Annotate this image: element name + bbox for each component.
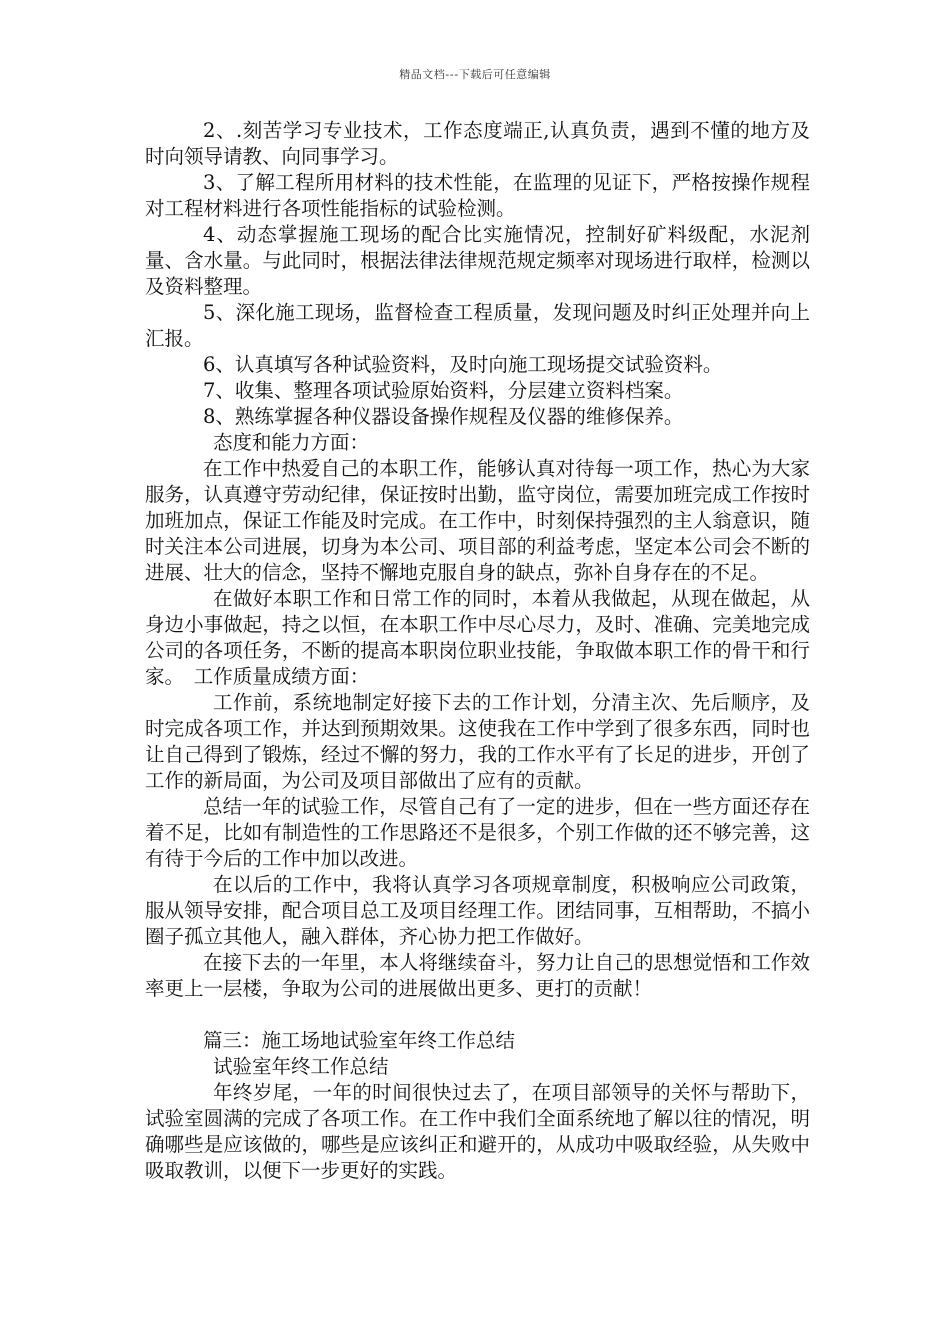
chapter-title: 篇三：施工场地试验室年终工作总结	[203, 1029, 516, 1052]
paragraph-daily-work: 在做好本职工作和日常工作的同时，本着从我做起，从现在做起，从身边小事做起，持之以恒，在本职工作中尽心尽力，及时、准确、完美地完成公司的各项任务，不断的提高本职岗位职业技能，争取做本职工作的骨干和行家。 工作质量成绩方面：	[145, 587, 810, 688]
paragraph-item-4: 4、动态掌握施工现场的配合比实施情况，控制好矿料级配，水泥剂量、含水量。与此同时，根据法律法律规范规定频率对现场进行取样，检测以及资料整理。	[145, 223, 810, 298]
section-heading-attitude: 态度和能力方面：	[213, 431, 370, 454]
paragraph-item-5: 5、深化施工现场，监督检查工程质量，发现问题及时纠正处理并向上汇报。	[145, 301, 810, 350]
paragraph-next-year: 在接下去的一年里，本人将继续奋斗，努力让自己的思想觉悟和工作效率更上一层楼，争取为公司的进展做出更多、更打的贡献！	[145, 951, 810, 1000]
paragraph-item-7: 7、收集、整理各项试验原始资料，分层建立资料档案。	[203, 379, 684, 402]
paragraph-item-6: 6、认真填写各种试验资料，及时向施工现场提交试验资料。	[203, 353, 723, 376]
paragraph-item-8: 8、熟练掌握各种仪器设备操作规程及仪器的维修保养。	[203, 405, 684, 428]
page-header: 精品文档---下载后可任意编辑	[399, 68, 551, 81]
paragraph-item-2: 2、.刻苦学习专业技术，工作态度端正,认真负责，遇到不懂的地方及时向领导请教、向同事学习。	[145, 119, 810, 168]
paragraph-year-end: 年终岁尾，一年的时间很快过去了，在项目部领导的关怀与帮助下，试验室圆满的完成了各项工作。在工作中我们全面系统地了解以往的情况，明确哪些是应该做的，哪些是应该纠正和避开的，从成功中吸取经验，从失败中吸取教训，以便下一步更好的实践。	[145, 1081, 810, 1182]
paragraph-summary: 总结一年的试验工作，尽管自己有了一定的进步，但在一些方面还存在着不足，比如有制造性的工作思路还不是很多，个别工作做的还不够完善，这有待于今后的工作中加以改进。	[145, 795, 810, 870]
chapter-subtitle: 试验室年终工作总结	[213, 1055, 389, 1078]
paragraph-work-quality: 工作前，系统地制定好接下去的工作计划，分清主次、先后顺序，及时完成各项工作，并达到预期效果。这使我在工作中学到了很多东西，同时也让自己得到了锻炼，经过不懈的努力，我的工作水平有了长足的进步，开创了工作的新局面，为公司及项目部做出了应有的贡献。	[145, 691, 810, 792]
paragraph-item-3: 3、了解工程所用材料的技术性能，在监理的见证下，严格按操作规程对工程材料进行各项性能指标的试验检测。	[145, 171, 810, 220]
document-body	[145, 118, 810, 1184]
paragraph-future: 在以后的工作中，我将认真学习各项规章制度，积极响应公司政策，服从领导安排，配合项目总工及项目经理工作。团结同事，互相帮助，不搞小圈子孤立其他人，融入群体，齐心协力把工作做好。	[145, 873, 810, 948]
paragraph-attitude: 在工作中热爱自己的本职工作，能够认真对待每一项工作，热心为大家服务，认真遵守劳动纪律，保证按时出勤，监守岗位，需要加班完成工作按时加班加点，保证工作能及时完成。在工作中，时刻保持强烈的主人翁意识，随时关注本公司进展，切身为本公司、项目部的利益考虑，坚定本公司会不断的进展、壮大的信念，坚持不懈地克服自身的缺点，弥补自身存在的不足。	[145, 457, 810, 584]
